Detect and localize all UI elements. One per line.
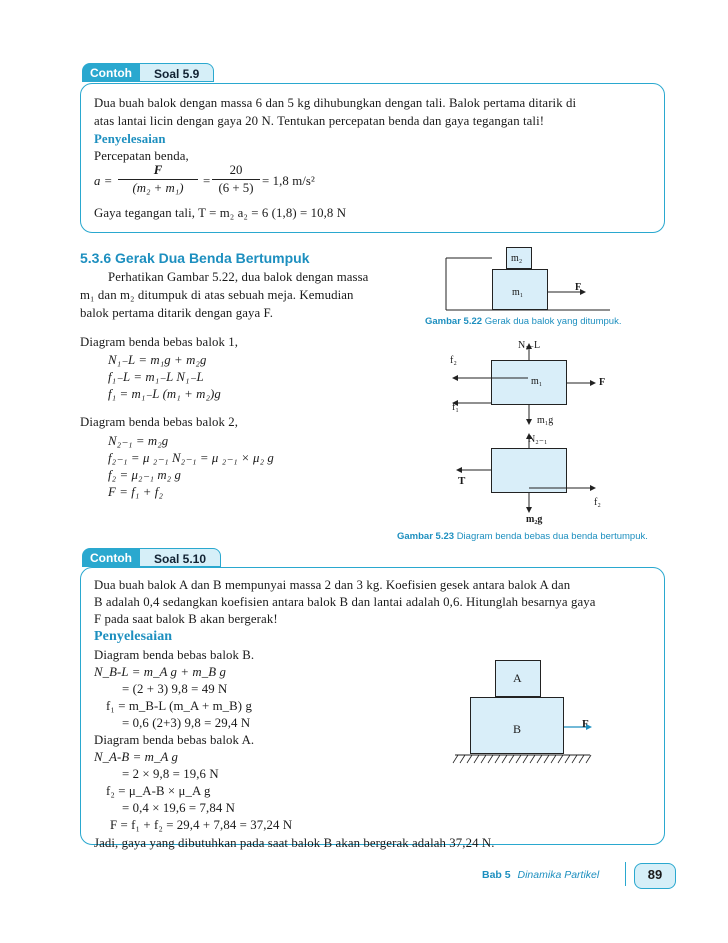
ex1-accel-label: Percepatan benda, [94,149,189,163]
ex2-step3: = (2 + 3) 9,8 = 49 N [122,682,228,696]
footer-chapter-title: Dinamika Partikel [517,869,600,881]
fig23-label-m2g: m₂g [526,514,543,525]
fraction-bar [212,179,260,180]
footer-chapter [482,869,599,881]
fig23-caption [397,531,648,542]
section-para-line3: balok pertama ditarik dengan gaya F. [80,306,274,320]
fig22-label-F: F [575,282,582,293]
ex1-frac1-num: F [153,163,163,177]
footer-chapter-number: Bab 5 [482,869,511,881]
fig23-caption-text: Diagram benda bebas dua benda bertumpuk. [456,531,648,542]
ex2-step5: = 0,6 (2+3) 9,8 = 29,4 N [122,716,251,730]
fig23-label-f2-top: f₂ [450,355,457,366]
fig22-label-m1: m₁ [512,287,524,298]
ex2-step10: = 0,4 × 19,6 = 7,84 N [122,801,235,815]
ex2-force-and-ground [450,715,600,770]
example-tab-5-9 [82,63,214,82]
ex2-step4: f₁ = m_B-L (m_A + m_B) g [106,699,252,713]
figure-5-23-arrows [440,335,640,525]
fig23-label-m1g: m₁g [537,415,554,426]
ex1-frac2 [212,163,260,196]
page-number: 89 [634,863,676,889]
fbd2-title: Diagram benda bebas balok 2, [80,415,239,429]
fig23-caption-bold: Gambar 5.23 [397,531,455,542]
fig23-label-T: T [458,475,466,487]
ex2-step7: N_A-B = m_A g [94,750,178,764]
fig22-caption-text: Gerak dua balok yang ditumpuk. [484,316,622,327]
ex1-tension-line: Gaya tegangan tali, T = m₂ a₂ = 6 (1,8) = 10,8 N [94,206,347,220]
ex1-eq-a: a = [94,174,113,188]
ex2-problem-line1: Dua buah balok A dan B mempunyai massa 2 dan 3 kg. Koefisien gesek antara balok A dan [94,578,571,592]
fig23-label-F: F [599,377,606,388]
fbd1-line2: f₁₋L = m₁₋L N₁₋L [108,370,204,384]
ex1-frac1-den: (m₂ + m₁) [132,181,184,195]
section-para-line2: m₁ dan m₂ ditumpuk di atas sebuah meja. Kemudian [80,288,354,302]
example-tab-number: Soal 5.10 [140,548,221,567]
ex2-solution-label: Penyelesaian [94,629,173,644]
fig22-label-m2: m₂ [511,253,523,264]
fig23-label-f2-bottom: f₂ [594,497,601,508]
ex2-label-B: B [513,722,522,736]
ex2-step9: f₂ = μ_A-B × μ_A g [106,784,211,798]
fbd2-line2: f₂₋₁ = μ ₂₋₁ N₂₋₁ = μ ₂₋₁ × μ₂ g [108,451,274,465]
fig23-label-N21: N₂₋₁ [528,434,548,445]
fig22-caption-bold: Gambar 5.22 [425,316,483,327]
ex2-problem-line2: B adalah 0,4 sedangkan koefisien antara balok B dan lantai adalah 0,6. Hitunglah besarnya gaya [94,595,596,609]
example-tab-number: Soal 5.9 [140,63,214,82]
ex2-step6: Diagram benda bebas balok A. [94,733,255,747]
ex1-eq-eq: = [203,174,211,188]
fbd1-line1: N₁₋L = m₁g + m₂g [108,353,207,367]
ex2-step12: Jadi, gaya yang dibutuhkan pada saat balok B akan bergerak adalah 37,24 N. [94,836,495,850]
fbd2-line4: F = f₁ + f₂ [108,485,163,499]
ex1-frac2-num: 20 [229,163,243,177]
example-tab-label: Contoh [82,63,140,82]
fig23-label-m1: m₁ [531,376,543,387]
example-tab-label: Contoh [82,548,140,567]
ex2-label-A: A [513,671,522,685]
ex2-step11: F = f₁ + f₂ = 29,4 + 7,84 = 37,24 N [110,818,293,832]
ex2-problem-line3: F pada saat balok B akan bergerak! [94,612,278,626]
ex2-label-F: F [582,718,589,730]
fbd2-line1: N₂₋₁ = m₂g [108,434,169,448]
fbd2-line3: f₂ = μ₂₋₁ m₂ g [108,468,182,482]
footer-divider [625,862,626,886]
ex2-step1: Diagram benda bebas balok B. [94,648,255,662]
fraction-bar [118,179,198,180]
ex1-frac1 [118,163,198,196]
ex1-eq-result: = 1,8 m/s² [262,174,315,188]
ex2-step8: = 2 × 9,8 = 19,6 N [122,767,219,781]
fbd1-title: Diagram benda bebas balok 1, [80,335,239,349]
ex1-solution-label: Penyelesaian [94,132,166,146]
ex1-problem-line1: Dua buah balok dengan massa 6 dan 5 kg dihubungkan dengan tali. Balok pertama ditarik di [94,96,577,110]
ex2-step2: N_B-L = m_A g + m_B g [94,665,226,679]
ex1-frac2-den: (6 + 5) [218,181,254,195]
section-para-line1: Perhatikan Gambar 5.22, dua balok dengan massa [108,270,369,284]
section-heading: 5.3.6 Gerak Dua Benda Bertumpuk [80,250,310,266]
fig23-label-f1: f₁ [452,402,459,413]
fbd1-line3: f₁ = m₁₋L (m₁ + m₂)g [108,387,221,401]
example-tab-5-10 [82,548,221,567]
fig22-caption [425,316,621,327]
ex1-problem-line2: atas lantai licin dengan gaya 20 N. Tentukan percepatan benda dan gaya tegangan tali! [94,114,545,128]
fig23-label-N1L: N₁₋L [518,340,541,351]
